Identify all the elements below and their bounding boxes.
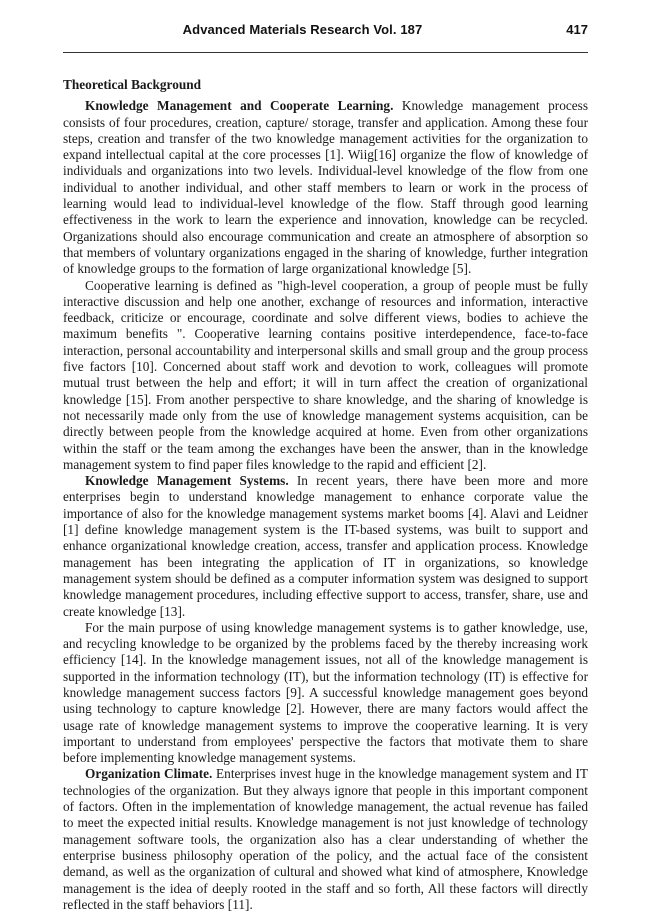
paragraph-knowledge-management-cooperate-learning: [63, 98, 588, 277]
paragraph-bold-lead: Knowledge Management and Cooperate Learning.: [85, 98, 394, 114]
paragraph-text: In recent years, there have been more and more enterprises begin to understand knowledge management to enhance corporate value the importance of also for the knowledge management systems market booms [4]. Alavi and Leidner [1] define knowledge management system is the IT-based systems, was built to support and enhance organizational knowledge creation, access, transfer and application process. Knowledge management has been integrating the application of IT in organizations, so knowledge management system should be defined as a computer information system was designed to support knowledge management procedures, including effective support to access, transfer, share, use and create knowledge [13].: [63, 473, 588, 619]
section-heading: Theoretical Background: [63, 77, 202, 92]
paragraph-main-purpose: [63, 620, 588, 767]
paragraph-bold-lead: Knowledge Management Systems.: [85, 473, 289, 489]
paragraph-cooperative-learning: [63, 278, 588, 474]
page-body: [63, 77, 588, 913]
header-rule: [63, 52, 588, 53]
paragraph-text: Cooperative learning is defined as "high-level cooperation, a group of people must be fully interactive discussion and help one another, exchange of resources and information, interactive feedback, criticize or encourage, coordinate and solve different views, bodies to achieve the maximum benefits ". Cooperative learning contains positive interdependence, face-to-face interaction, personal accountability and interpersonal skills and small group and the group process five factors [10]. Concerned about staff work and devotion to work, colleagues will promote mutual trust between the help and effort; it will in turn affect the creation of organizational knowledge [15]. From another perspective to share knowledge, and the sharing of knowledge is not necessarily made only from the use of knowledge management systems acquisition, can be directly between people from the knowledge acquired at home. Even from other organizations within the staff or the team among the exchanges have been the answer, than in the knowledge management system to find paper files knowledge to the rapid and efficient [2].: [63, 277, 588, 472]
paragraph-bold-lead: Organization Climate.: [85, 766, 213, 782]
paragraph-text: Knowledge management process consists of four procedures, creation, capture/ storage, transfer and application. Among these four steps, creation and transfer of the two knowledge management activities for the organization to expand intellectual capital at the core processes [1]. Wiig[16] organize the flow of knowledge of individuals and organizations into two levels. Individual-level knowledge of the flow from one individual to another individual, and other staff members to learn or work in the process of learning would lead to individual-level knowledge of the flow. Staff through good learning effectiveness in the work to learn the experience and innovation, knowledge can be recycled. Organizations should also encourage communication and create an atmosphere of absorption so that members of voluntary organizations engaged in the sharing of knowledge, further integration of knowledge groups to the formation of large organizational knowledge [5].: [63, 98, 588, 277]
journal-title: Advanced Materials Research Vol. 187: [182, 22, 423, 37]
paragraph-organization-climate: [63, 766, 588, 913]
paragraph-text: Enterprises invest huge in the knowledge management system and IT technologies of the organization. But they always ignore that people in this important component of factors. Often in the implementation of knowledge management, the actual revenue has failed to meet the expected initial results. Knowledge management is not just knowledge of technology management software tools, the organization also has a clear understanding of whether the enterprise business philosophy operation of the policy, and the actual face of the consistent demand, as well as the organization of cultural and showed what kind of atmosphere, Knowledge management is the idea of deeply rooted in the staff and so forth, All these factors will directly reflected in the staff behaviors [11].: [63, 766, 589, 912]
page-header: [63, 22, 588, 37]
paragraph-knowledge-management-systems: [63, 473, 588, 620]
page-number: 417: [566, 22, 588, 37]
paragraph-text: For the main purpose of using knowledge management systems is to gather knowledge, use, and recycling knowledge to be organized by the problems faced by the thereby increasing work efficiency [14]. In the knowledge management issues, not all of the knowledge management is supported in the information technology (IT), but the information technology (IT) is effective for knowledge management success factors [9]. A successful knowledge management goes beyond using technology to capture knowledge [2]. However, there are many factors would affect the usage rate of knowledge management systems to improve the cooperative learning. It is very important to understand from employees' perspective the factors that motivate them to share before implementing knowledge management systems.: [63, 619, 588, 766]
